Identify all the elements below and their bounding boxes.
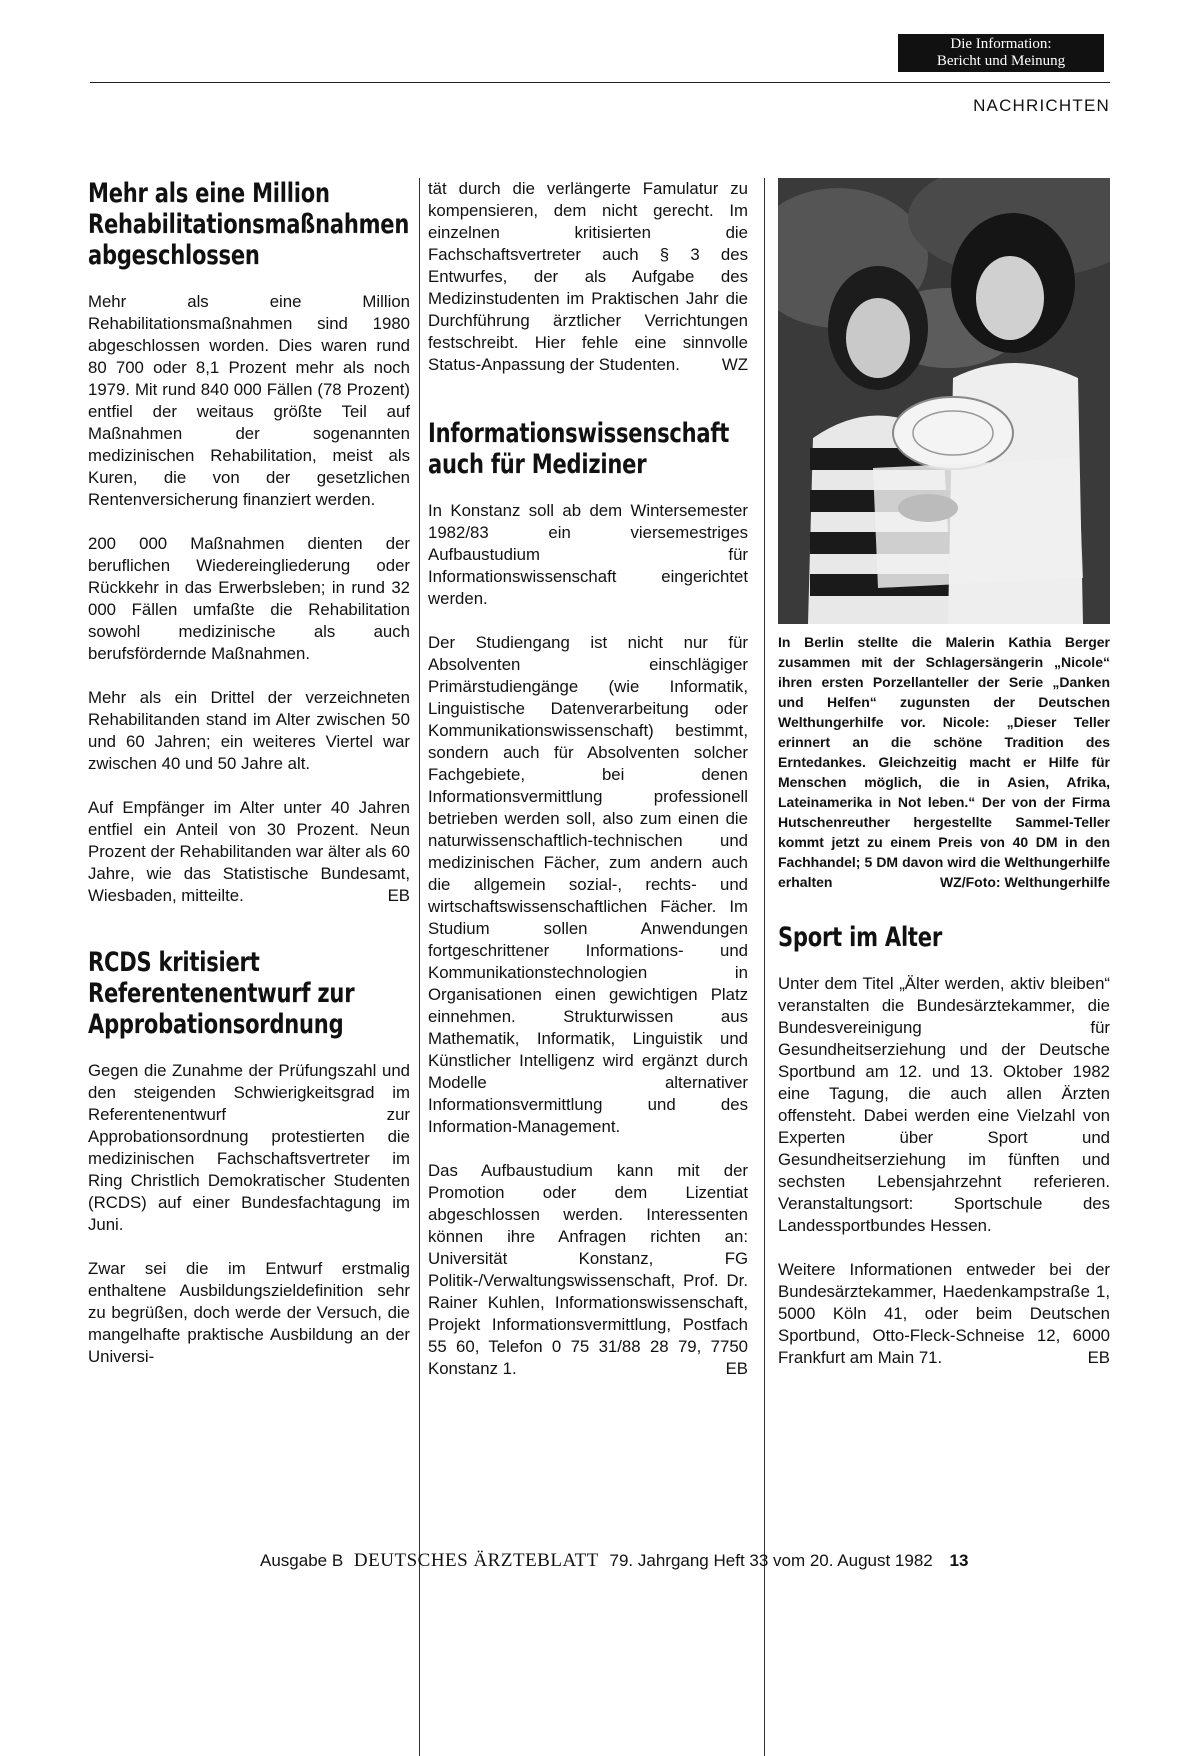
page-footer [260,1550,968,1572]
rcds-continuation [428,178,748,376]
rcds-continuation-text: tät durch die verlängerte Famulatur zu kompensieren, dem nicht gerecht. Im einzelnen kritisierten die Fachschaftsvertreter auch § 3 des Entwurfes, der als Aufgabe des Medizinstudenten im Praktischen Jahr die Durchführung ärztlicher Verrichtungen festschreibt. Hier fehle eine sinnvolle Status-Anpassung der Studenten. [428,179,748,374]
column-3 [778,178,1110,1391]
rcds-paragraph-1: Gegen die Zunahme der Prüfungszahl und den steigenden Schwierigkeitsgrad im Referentenentwurf zur Approbationsordnung protestierten die medizinischen Fachschaftsvertreter im Ring Christlich Demokratischer Studenten (RCDS) auf einer Bundesfachtagung im Juni. [88,1061,410,1234]
column-divider-1 [419,178,420,1756]
header-rule [90,82,1110,83]
info-signature: EB [725,1359,748,1378]
section-label: NACHRICHTEN [973,96,1110,115]
badge-line-1: Die Information: [950,36,1052,52]
news-photo [778,178,1110,624]
page-number: 13 [949,1551,969,1570]
reha-paragraph-4-text: Auf Empfänger im Alter unter 40 Jahren entfiel ein Anteil von 30 Prozent. Neun Prozent der Rehabilitanden war älter als 60 Jahre, wie das Statistische Bundesamt, Wiesbaden, mitteilte. [88,798,410,905]
column-1 [88,178,410,1390]
badge-line-2: Bericht und Meinung [936,53,1066,69]
reha-paragraph-4 [88,797,410,907]
footer-issue: 79. Jahrgang Heft 33 vom 20. August 1982 [609,1551,933,1570]
article-title-info: Informationswissenschaft auch für Mediziner [428,418,730,480]
sport-paragraph-2 [778,1259,1110,1369]
reha-signature: EB [387,886,410,905]
article-title-sport: Sport im Alter [778,922,942,953]
info-paragraph-2: Der Studiengang ist nicht nur für Absolventen einschlägiger Primärstudiengänge (wie Informatik, Linguistische Datenverarbeitung oder Kommunikationswissenschaft) bestimmt, sondern auch für Absolventen solcher Fachgebiete, bei denen Informationsvermittlung professionell betrieben werden soll, also zum einen die naturwissenschaftlich-technischen und medizinischen Fächer, zum andern auch die allgemein sozial-, rechts- und wirtschaftswissenschaftlichen Fächer. Im Studium sollen Anwendungen fortgeschrittener Informations- und Kommunikationstechnologien in Organisationen einen gewichtigen Platz einnehmen. Strukturwissen aus Mathematik, Informatik, Linguistik und Künstlicher Intelligenz wird ergänzt durch Modelle alternativer Informationsvermittlung und des Information-Management. [428,633,748,1136]
section-badge [898,34,1104,72]
footer-edition: Ausgabe B [260,1551,344,1570]
photo-illustration [778,178,1110,624]
column-divider-2 [764,178,765,1756]
sport-paragraph-2-text: Weitere Informationen entweder bei der Bundesärztekammer, Haedenkampstraße 1, 5000 Köln 41, oder beim Deutschen Sportbund, Otto-Fleck-Schneise 12, 6000 Frankfurt am Main 71. [778,1260,1110,1367]
column-2 [428,178,748,1402]
info-paragraph-1: In Konstanz soll ab dem Wintersemester 1982/83 ein viersemestriges Aufbaustudium für Informationswissenschaft eingerichtet werden. [428,501,748,608]
footer-magazine: DEUTSCHES ÄRZTEBLATT [353,1550,599,1571]
info-paragraph-3 [428,1160,748,1380]
reha-paragraph-1: Mehr als eine Million Rehabilitationsmaßnahmen sind 1980 abgeschlossen worden. Dies waren rund 80 700 oder 8,1 Prozent mehr als noch 1979. Mit rund 840 000 Fällen (78 Prozent) entfiel der weitaus größte Teil auf Maßnahmen der sogenannten medizinischen Rehabilitation, meist als Kuren, die von der gesetzlichen Rentenversicherung finanziert werden. [88,292,410,509]
sport-signature: EB [1087,1348,1110,1367]
sport-paragraph-1: Unter dem Titel „Älter werden, aktiv bleiben“ veranstalten die Bundesärztekammer, die Bundesvereinigung für Gesundheitserziehung und der Deutsche Sportbund am 12. und 13. Oktober 1982 eine Tagung, die auch allen Ärzten offensteht. Dabei werden eine Vielzahl von Experten über Sport und Gesundheitserziehung im fünften und sechsten Lebensjahrzehnt referieren. Veranstaltungsort: Sportschule des Landessportbundes Hessen. [778,974,1110,1235]
article-title-reha: Mehr als eine Million Rehabilitationsmaßnahmen abgeschlossen [88,178,410,271]
photo-credit: WZ/Foto: Welthungerhilfe [939,874,1110,890]
rcds-paragraph-2: Zwar sei die im Entwurf erstmalig enthaltene Ausbildungszieldefinition sehr zu begrüßen, doch werde der Versuch, die mangelhafte praktische Ausbildung an der Universi- [88,1259,410,1366]
rcds-signature: WZ [721,355,748,374]
photo-caption [778,632,1110,892]
photo-caption-text: In Berlin stellte die Malerin Kathia Berger zusammen mit der Schlagersängerin „Nicole“ ihren ersten Porzellanteller der Serie „Danken und Helfen“ zugunsten der Deutschen Welthungerhilfe vor. Nicole: „Dieser Teller erinnert an die schöne Tradition des Erntedankes. Gleichzeitig macht er Hilfe für Menschen möglich, die in Asien, Afrika, Lateinamerika in Not leben.“ Der von der Firma Hutschenreuther hergestellte Sammel-Teller kommt jetzt zu einem Preis von 40 DM in den Fachhandel; 5 DM davon wird die Welthungerhilfe erhalten [778,634,1110,890]
reha-paragraph-2: 200 000 Maßnahmen dienten der beruflichen Wiedereingliederung oder Rückkehr in das Erwerbsleben; in rund 32 000 Fällen umfaßte die Rehabilitation sowohl medizinische als auch berufsfördernde Maßnahmen. [88,534,410,663]
article-title-rcds: RCDS kritisiert Referentenentwurf zur Approbationsordnung [88,947,355,1040]
info-paragraph-3-text: Das Aufbaustudium kann mit der Promotion oder dem Lizentiat abgeschlossen werden. Interessenten können ihre Anfragen richten an: Universität Konstanz, FG Politik-/Verwaltungswissenschaft, Prof. Dr. Rainer Kuhlen, Informationswissenschaft, Projekt Informationsvermittlung, Postfach 55 60, Telefon 0 75 31/88 28 79, 7750 Konstanz 1. [428,1161,748,1378]
reha-paragraph-3: Mehr als ein Drittel der verzeichneten Rehabilitanden stand im Alter zwischen 50 und 60 Jahren; ein weiteres Viertel war zwischen 40 und 50 Jahre alt. [88,688,410,773]
